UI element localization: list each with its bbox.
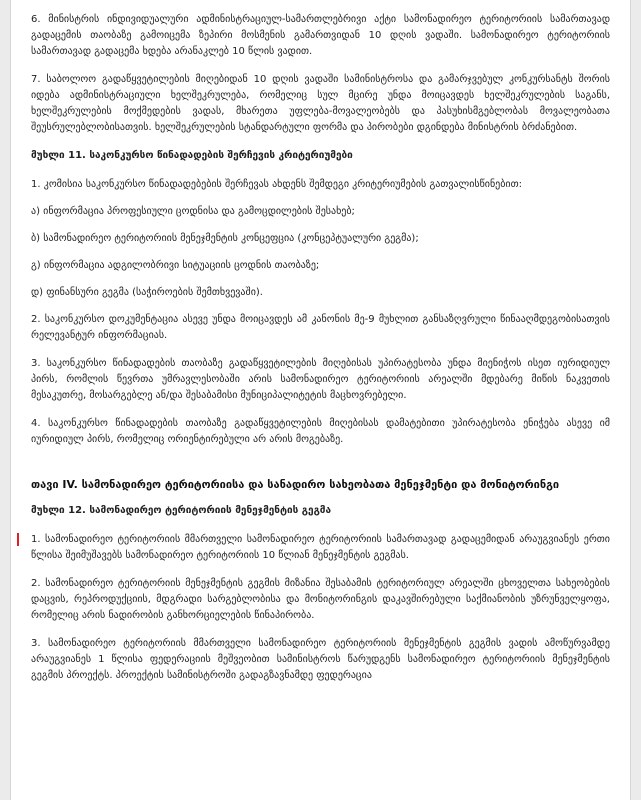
article-12-paragraph-2: 2. სამონადირეო ტერიტორიის მენეჯმენტის გეგმის მიზანია შესაბამის ტერიტორიულ არეალში ცხოველთა სახეობების დაცვის, რეპროდუქციის, მდგრადი სარგებლობისა და მონიტორინგის დაკავშირებული საქმიანობის უზრუნველყოფა, რომელიც არის ნადირობის განხორციელების წინაპირობა. xyxy=(31,578,610,621)
article-11-item-a: ა) ინფორმაცია პროფესიული ცოდნისა და გამოცდილების შესახებ; xyxy=(31,206,355,217)
paragraph-10-6: 6. მინისტრის ინდივიდუალური ადმინისტრაციულ-სამართლებრივი აქტი სამონადირეო ტერიტორიის სამართავად გადაცემის თაობაზე გამოიცემა ზეპირი მოსმენის გამართვიდან 10 დღის ვადაში. სამონადირეო ტერიტორიის სამართავად გადაცემა ხდება არანაკლებ 10 წლის ვადით. xyxy=(31,14,610,57)
article-12-paragraph-1-block xyxy=(31,532,610,564)
chapter-4-heading: თავი IV. სამონადირეო ტერიტორიისა და სანადირო სახეობათა მენეჯმენტი და მონიტორინგი xyxy=(31,478,560,491)
paragraph-10-7: 7. საბოლოო გადაწყვეტილების მიღებიდან 10 დღის ვადაში სამინისტროსა და გამარჯვებულ კონკურსანტს შორის იდება ადმინისტრაციული ხელშეკრულება, რომელიც სულ მცირე უნდა მოიცავდეს ხელშეკრულების საგანს, ხელშეკრულების მოქმედების ვადას, მხარეთა უფლება-მოვალეობებს და პასუხისმგებლობას მოვალეობათა შეუსრულებლობისათვის. ხელშეკრულების სტანდარტული ფორმა და პირობები დგინდება მინისტრის ბრძანებით. xyxy=(31,74,610,133)
article-11-paragraph-3: 3. საკონკურსო წინადადების თაობაზე გადაწყვეტილების მიღებისას უპირატესობა უნდა მიენიჭოს ისეთ იურიდიულ პირს, რომლის წევრთა უმრავლესობაში არის სამონადირეო ტერიტორიის არეალში მდებარე მიწის ნაკვეთის მესაკუთრე, მოსარგებლე ან/და შესაბამისი მუნიციპალიტეტის მაცხოვრებელი. xyxy=(31,358,610,401)
document-content xyxy=(31,12,610,696)
article-12-paragraph-3: 3. სამონადირეო ტერიტორიის მმართველი სამონადირეო ტერიტორიის მენეჯმენტის გეგმის ვადის ამოწურვამდე არაუგვიანეს 1 წლისა ფედერაციის მეშვეობით სამინისტროს წარუდგენს სამონადირეო ტერიტორიის მენეჯმენტის გეგმის პროექტს. პროექტის სამინისტროში გადაგზავნამდე ფედერაცია xyxy=(31,638,610,681)
document-page xyxy=(10,0,631,800)
article-11-item-g: გ) ინფორმაცია ადგილობრივი სიტუაციის ცოდნის თაობაზე; xyxy=(31,260,320,271)
article-11-heading: მუხლი 11. საკონკურსო წინადადების შერჩევის კრიტერიუმები xyxy=(31,150,353,161)
article-11-paragraph-4: 4. საკონკურსო წინადადების თაობაზე გადაწყვეტილების მიღებისას დამატებითი უპირატესობა ენიჭება ასევე იმ იურიდიულ პირს, რომელიც ორიენტირებული არ არის მოგებაზე. xyxy=(31,418,610,445)
article-11-paragraph-1: 1. კომისია საკონკურსო წინადადებების შერჩევას ახდენს შემდეგი კრიტერიუმების გათვალისწინებით: xyxy=(31,179,522,190)
article-12-heading: მუხლი 12. სამონადირეო ტერიტორიის მენეჯმენტის გეგმა xyxy=(31,505,332,516)
article-11-item-b: ბ) სამონადირეო ტერიტორიის მენეჯმენტის კონცეფცია (კონცეპტუალური გეგმა); xyxy=(31,233,419,244)
article-11-item-d: დ) ფინანსური გეგმა (საჭიროების შემთხვევაში). xyxy=(31,287,263,298)
article-11-paragraph-2: 2. საკონკურსო დოკუმენტაცია ასევე უნდა მოიცავდეს ამ კანონის მე-9 მუხლით განსაზღვრული წინააღმდეგობისათვის რელევანტურ ინფორმაციას. xyxy=(31,314,610,341)
article-12-paragraph-1: 1. სამონადირეო ტერიტორიის მმართველი სამონადირეო ტერიტორიის სამართავად გადაცემიდან არაუგვიანეს ერთი წლისა შეიმუშავებს სამონადირეო ტერიტორიის 10 წლიან მენეჯმენტის გეგმას. xyxy=(31,534,610,561)
change-marker xyxy=(17,533,19,546)
